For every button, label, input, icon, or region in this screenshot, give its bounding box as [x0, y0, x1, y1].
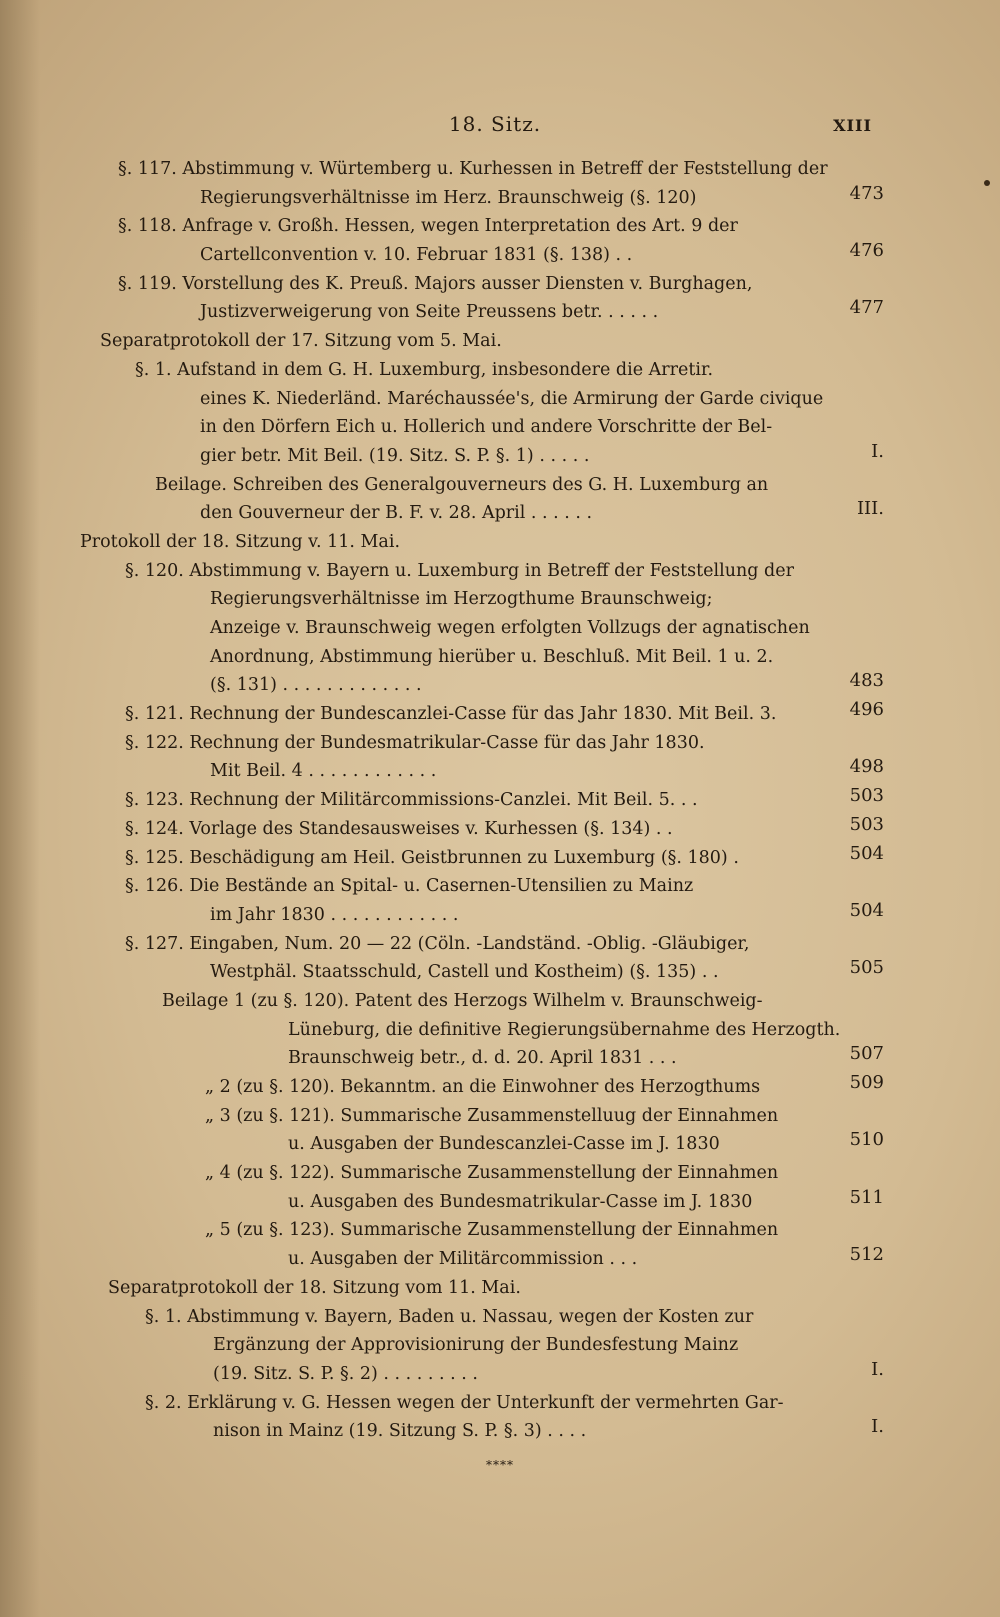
toc-line-text: Regierungsverhältnisse im Herz. Braunschweig (§. 120): [200, 187, 697, 208]
toc-line-text: Mit Beil. 4 . . . . . . . . . . . .: [210, 761, 437, 782]
toc-page-number: 503: [849, 813, 884, 835]
toc-line-text: §. 122. Rechnung der Bundesmatrikular-Casse für das Jahr 1830.: [125, 732, 705, 753]
toc-line-text: §. 119. Vorstellung des K. Preuß. Majors ausser Diensten v. Burghagen,: [118, 273, 753, 294]
toc-line-text: Anordnung, Abstimmung hierüber u. Beschluß. Mit Beil. 1 u. 2.: [210, 646, 774, 667]
toc-line: [0, 442, 1000, 471]
toc-line: [0, 184, 1000, 213]
toc-line-text: Separatprotokoll der 18. Sitzung vom 11. Mai.: [108, 1277, 521, 1298]
toc-page-number: 483: [849, 670, 884, 692]
toc-line: [0, 327, 1000, 356]
toc-page-number: I.: [871, 440, 884, 462]
toc-line-text: §. 124. Vorlage des Standesausweises v. Kurhessen (§. 134) . .: [125, 818, 673, 839]
toc-line: [0, 1130, 1000, 1159]
toc-line-text: §. 117. Abstimmung v. Würtemberg u. Kurhessen in Betreff der Feststellung der: [118, 159, 828, 179]
toc-page-number: III.: [856, 498, 884, 520]
toc-page-number: 496: [849, 699, 884, 721]
toc-line: [0, 528, 1000, 557]
toc-line: [0, 585, 1000, 614]
toc-page-number: 511: [849, 1186, 884, 1208]
page-header: [0, 112, 1000, 142]
toc-line: [0, 1360, 1000, 1389]
toc-page-number: 510: [849, 1129, 884, 1151]
toc-line-text: Cartellconvention v. 10. Februar 1831 (§. 138) . .: [200, 245, 633, 266]
footer-stamp: ****: [486, 1458, 514, 1472]
toc-line: [0, 1303, 1000, 1332]
toc-line: [0, 700, 1000, 729]
toc-line-text: u. Ausgaben der Militärcommission . . .: [288, 1249, 638, 1270]
toc-line-text: den Gouverneur der B. F. v. 28. April . . . . . .: [200, 503, 593, 524]
toc-page-number: 507: [849, 1043, 884, 1065]
toc-line-text: „ 4 (zu §. 122). Summarische Zusammenstellung der Einnahmen: [205, 1163, 779, 1184]
toc-line: [0, 1188, 1000, 1217]
table-of-contents: [0, 155, 1000, 1446]
toc-line: [0, 356, 1000, 385]
toc-line: [0, 1331, 1000, 1360]
toc-line: [0, 844, 1000, 873]
toc-page-number: I.: [871, 1416, 884, 1438]
toc-line-text: §. 127. Eingaben, Num. 20 — 22 (Cöln. -Landständ. -Oblig. -Gläubiger,: [125, 933, 750, 954]
toc-line-text: Anzeige v. Braunschweig wegen erfolgten Vollzugs der agnatischen: [210, 618, 810, 638]
toc-line: [0, 298, 1000, 327]
toc-line: [0, 499, 1000, 528]
toc-line-text: §. 118. Anfrage v. Großh. Hessen, wegen Interpretation des Art. 9 der: [118, 216, 738, 237]
toc-line-text: Westphäl. Staatsschuld, Castell und Kostheim) (§. 135) . .: [210, 962, 719, 983]
toc-line: [0, 557, 1000, 586]
toc-page-number: 509: [849, 1072, 884, 1093]
toc-line-text: „ 5 (zu §. 123). Summarische Zusammenstellung der Einnahmen: [205, 1220, 779, 1241]
toc-page-number: 477: [849, 297, 884, 319]
toc-line-text: (19. Sitz. S. P. §. 2) . . . . . . . . .: [213, 1363, 478, 1384]
toc-line-text: Lüneburg, die definitive Regierungsübernahme des Herzogth.: [288, 1019, 841, 1040]
toc-line-text: gier betr. Mit Beil. (19. Sitz. S. P. §. 1) . . . . .: [200, 445, 590, 466]
toc-line-text: Protokoll der 18. Sitzung v. 11. Mai.: [80, 531, 401, 552]
toc-line-text: §. 2. Erklärung v. G. Hessen wegen der Unterkunft der vermehrten Gar-: [145, 1392, 784, 1413]
toc-line-text: im Jahr 1830 . . . . . . . . . . . .: [210, 904, 459, 925]
toc-line-text: Ergänzung der Approvisionirung der Bundesfestung Mainz: [213, 1335, 739, 1356]
toc-line: [0, 901, 1000, 930]
toc-page-number: 503: [849, 785, 884, 807]
toc-page-number: 512: [849, 1244, 884, 1266]
toc-line: [0, 614, 1000, 643]
toc-line: [0, 958, 1000, 987]
toc-line-text: §. 1. Aufstand in dem G. H. Luxemburg, insbesondere die Arretir.: [135, 359, 714, 380]
toc-page-number: 476: [849, 240, 884, 262]
toc-line-text: u. Ausgaben des Bundesmatrikular-Casse im J. 1830: [288, 1191, 753, 1212]
toc-page-number: 504: [849, 842, 884, 864]
toc-line: [0, 1389, 1000, 1418]
toc-line-text: §. 1. Abstimmung v. Bayern, Baden u. Nassau, wegen der Kosten zur: [145, 1306, 754, 1327]
toc-line-text: Beilage. Schreiben des Generalgouverneurs des G. H. Luxemburg an: [155, 474, 769, 495]
toc-line: [0, 1417, 1000, 1446]
toc-line-text: Braunschweig betr., d. d. 20. April 1831 . . .: [288, 1048, 677, 1069]
toc-page-number: 504: [849, 899, 884, 921]
toc-line: [0, 471, 1000, 500]
toc-line-text: §. 120. Abstimmung v. Bayern u. Luxemburg in Betreff der Feststellung der: [125, 560, 794, 581]
toc-line-text: §. 123. Rechnung der Militärcommissions-Canzlei. Mit Beil. 5. . .: [125, 790, 698, 811]
toc-line-text: Separatprotokoll der 17. Sitzung vom 5. Mai.: [100, 331, 502, 352]
toc-line-text: u. Ausgaben der Bundescanzlei-Casse im J. 1830: [288, 1134, 720, 1155]
toc-page-number: 505: [849, 957, 884, 979]
toc-page-number: 498: [849, 756, 884, 778]
toc-line: [0, 987, 1000, 1016]
toc-line-text: „ 2 (zu §. 120). Bekanntm. an die Einwohner des Herzogthums: [205, 1077, 761, 1097]
toc-line-text: eines K. Niederländ. Maréchaussée's, die Armirung der Garde civique: [200, 388, 824, 409]
toc-line-text: in den Dörfern Eich u. Hollerich und andere Vorschritte der Bel-: [200, 417, 773, 438]
toc-line-text: §. 125. Beschädigung am Heil. Geistbrunnen zu Luxemburg (§. 180) .: [125, 847, 739, 868]
toc-line-text: Justizverweigerung von Seite Preussens betr. . . . . .: [200, 302, 659, 323]
page-number: XIII: [833, 116, 872, 135]
toc-line: [0, 1274, 1000, 1303]
toc-page-number: 473: [849, 182, 884, 204]
toc-line-text: §. 126. Die Bestände an Spital- u. Casernen-Utensilien zu Mainz: [125, 876, 694, 897]
toc-line-text: (§. 131) . . . . . . . . . . . . .: [210, 675, 422, 696]
toc-line: [0, 1245, 1000, 1274]
toc-line: [0, 241, 1000, 270]
toc-line: [0, 413, 1000, 442]
toc-line-text: Beilage 1 (zu §. 120). Patent des Herzogs Wilhelm v. Braunschweig-: [162, 990, 763, 1011]
toc-line: [0, 385, 1000, 414]
toc-page-number: I.: [871, 1358, 884, 1380]
toc-line-text: Regierungsverhältnisse im Herzogthume Braunschweig;: [210, 589, 713, 610]
toc-line-text: „ 3 (zu §. 121). Summarische Zusammenstelluug der Einnahmen: [205, 1105, 779, 1126]
toc-line-text: nison in Mainz (19. Sitzung S. P. §. 3) . . . .: [213, 1421, 587, 1442]
toc-line-text: §. 121. Rechnung der Bundescanzlei-Casse für das Jahr 1830. Mit Beil. 3.: [125, 704, 777, 725]
toc-line: [0, 1073, 1000, 1102]
running-title: 18. Sitz.: [448, 112, 542, 136]
